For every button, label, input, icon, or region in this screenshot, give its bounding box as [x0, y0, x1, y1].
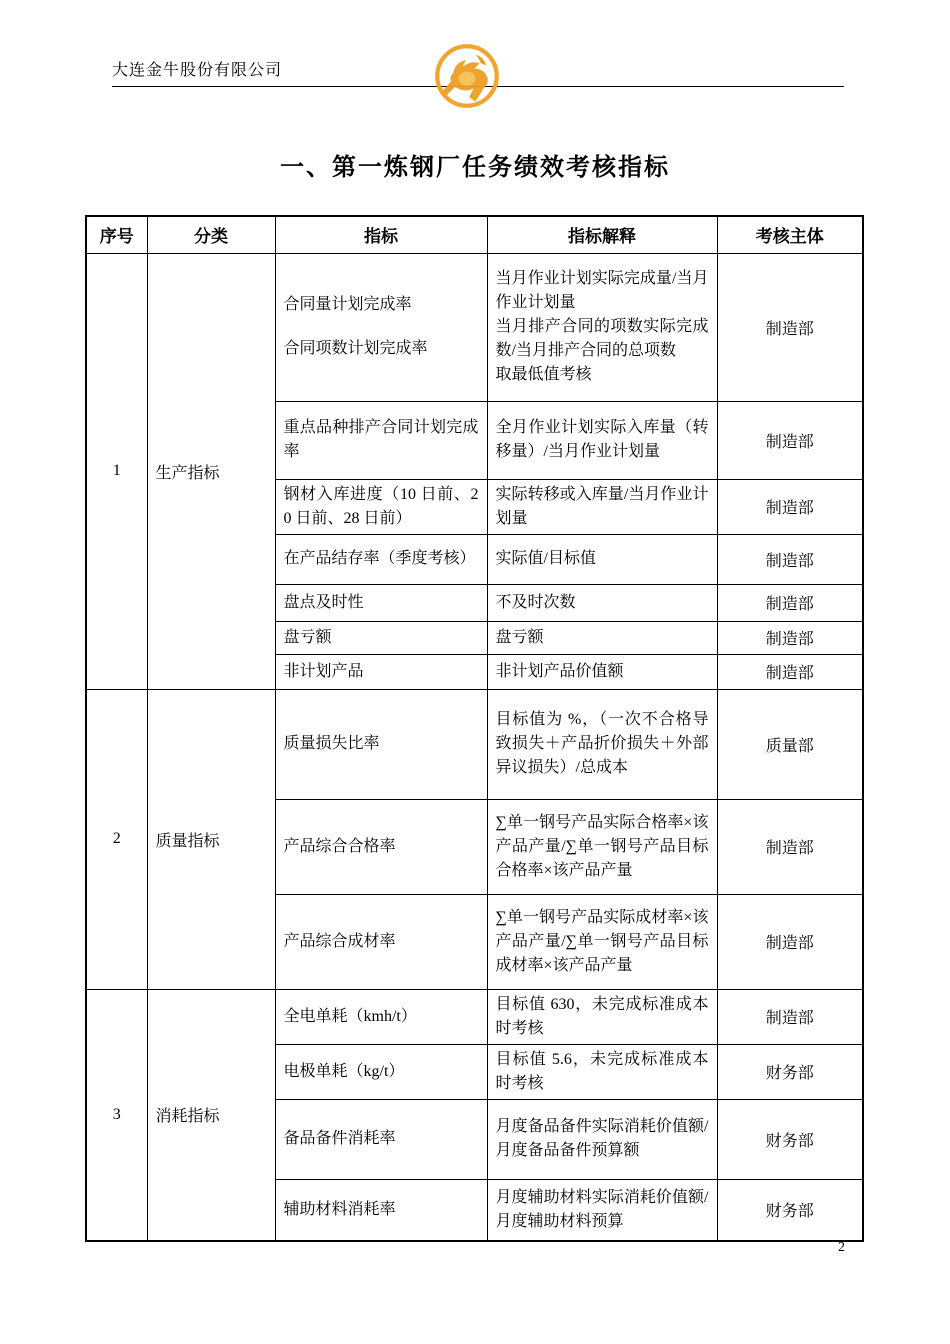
company-name: 大连金牛股份有限公司 [112, 62, 283, 79]
indicator-cell: 盘亏额 [275, 621, 487, 654]
assessor-cell: 制造部 [717, 654, 863, 689]
indicator-cell: 重点品种排产合同计划完成率 [275, 401, 487, 479]
assessment-table-body [86, 253, 863, 1241]
explanation-cell: 实际值/目标值 [487, 534, 717, 584]
explanation-cell: 目标值 630，未完成标准成本时考核 [487, 989, 717, 1044]
indicator-cell: 合同量计划完成率 合同项数计划完成率 [275, 253, 487, 401]
table-row [86, 989, 863, 1044]
explanation-cell: 非计划产品价值额 [487, 654, 717, 689]
explanation-cell: 目标值 5.6，未完成标准成本时考核 [487, 1044, 717, 1099]
explanation-cell: 不及时次数 [487, 584, 717, 621]
explanation-cell: 目标值为 %，（一次不合格导致损失＋产品折价损失＋外部异议损失）/总成本 [487, 689, 717, 799]
assessor-cell: 制造部 [717, 534, 863, 584]
explanation-cell: ∑单一钢号产品实际合格率×该产品产量/∑单一钢号产品目标合格率×该产品产量 [487, 799, 717, 894]
indicator-cell: 在产品结存率（季度考核） [275, 534, 487, 584]
company-logo-bull-icon [433, 42, 501, 110]
assessor-cell: 制造部 [717, 799, 863, 894]
table-header-row [86, 216, 863, 253]
category-cell: 质量指标 [147, 689, 275, 989]
assessor-cell: 制造部 [717, 894, 863, 989]
indicator-cell: 产品综合成材率 [275, 894, 487, 989]
assessment-table [85, 215, 864, 1242]
assessor-cell: 制造部 [717, 989, 863, 1044]
explanation-cell: 盘亏额 [487, 621, 717, 654]
explanation-cell: 月度辅助材料实际消耗价值额/月度辅助材料预算 [487, 1179, 717, 1241]
table-row [86, 253, 863, 401]
assessor-cell: 制造部 [717, 621, 863, 654]
assessor-cell: 质量部 [717, 689, 863, 799]
indicator-cell: 全电单耗（kmh/t） [275, 989, 487, 1044]
indicator-cell: 钢材入库进度（10 日前、20 日前、28 日前） [275, 479, 487, 534]
explanation-cell: 当月作业计划实际完成量/当月作业计划量 当月排产合同的项数实际完成数/当月排产合同的总项数 取最低值考核 [487, 253, 717, 401]
category-cell: 消耗指标 [147, 989, 275, 1241]
assessor-cell: 制造部 [717, 584, 863, 621]
assessor-cell: 财务部 [717, 1044, 863, 1099]
assessor-cell: 制造部 [717, 479, 863, 534]
indicator-cell: 备品备件消耗率 [275, 1099, 487, 1179]
assessor-cell: 财务部 [717, 1099, 863, 1179]
page-title: 一、第一炼钢厂任务绩效考核指标 [280, 154, 670, 181]
table-row [86, 689, 863, 799]
column-header: 分类 [147, 216, 275, 253]
column-header: 指标解释 [487, 216, 717, 253]
assessor-cell: 制造部 [717, 253, 863, 401]
column-header: 序号 [86, 216, 147, 253]
assessor-cell: 制造部 [717, 401, 863, 479]
indicator-cell: 质量损失比率 [275, 689, 487, 799]
category-cell: 生产指标 [147, 253, 275, 689]
assessor-cell: 财务部 [717, 1179, 863, 1241]
explanation-cell: 实际转移或入库量/当月作业计划量 [487, 479, 717, 534]
column-header: 指标 [275, 216, 487, 253]
explanation-cell: 全月作业计划实际入库量（转移量）/当月作业计划量 [487, 401, 717, 479]
serial-number-cell: 2 [86, 689, 147, 989]
serial-number-cell: 1 [86, 253, 147, 689]
indicator-cell: 产品综合合格率 [275, 799, 487, 894]
indicator-cell: 盘点及时性 [275, 584, 487, 621]
explanation-cell: 月度备品备件实际消耗价值额/月度备品备件预算额 [487, 1099, 717, 1179]
indicator-cell: 辅助材料消耗率 [275, 1179, 487, 1241]
indicator-cell: 非计划产品 [275, 654, 487, 689]
indicator-cell: 电极单耗（kg/t） [275, 1044, 487, 1099]
explanation-cell: ∑单一钢号产品实际成材率×该产品产量/∑单一钢号产品目标成材率×该产品产量 [487, 894, 717, 989]
column-header: 考核主体 [717, 216, 863, 253]
serial-number-cell: 3 [86, 989, 147, 1241]
page-number: 2 [838, 1240, 845, 1255]
